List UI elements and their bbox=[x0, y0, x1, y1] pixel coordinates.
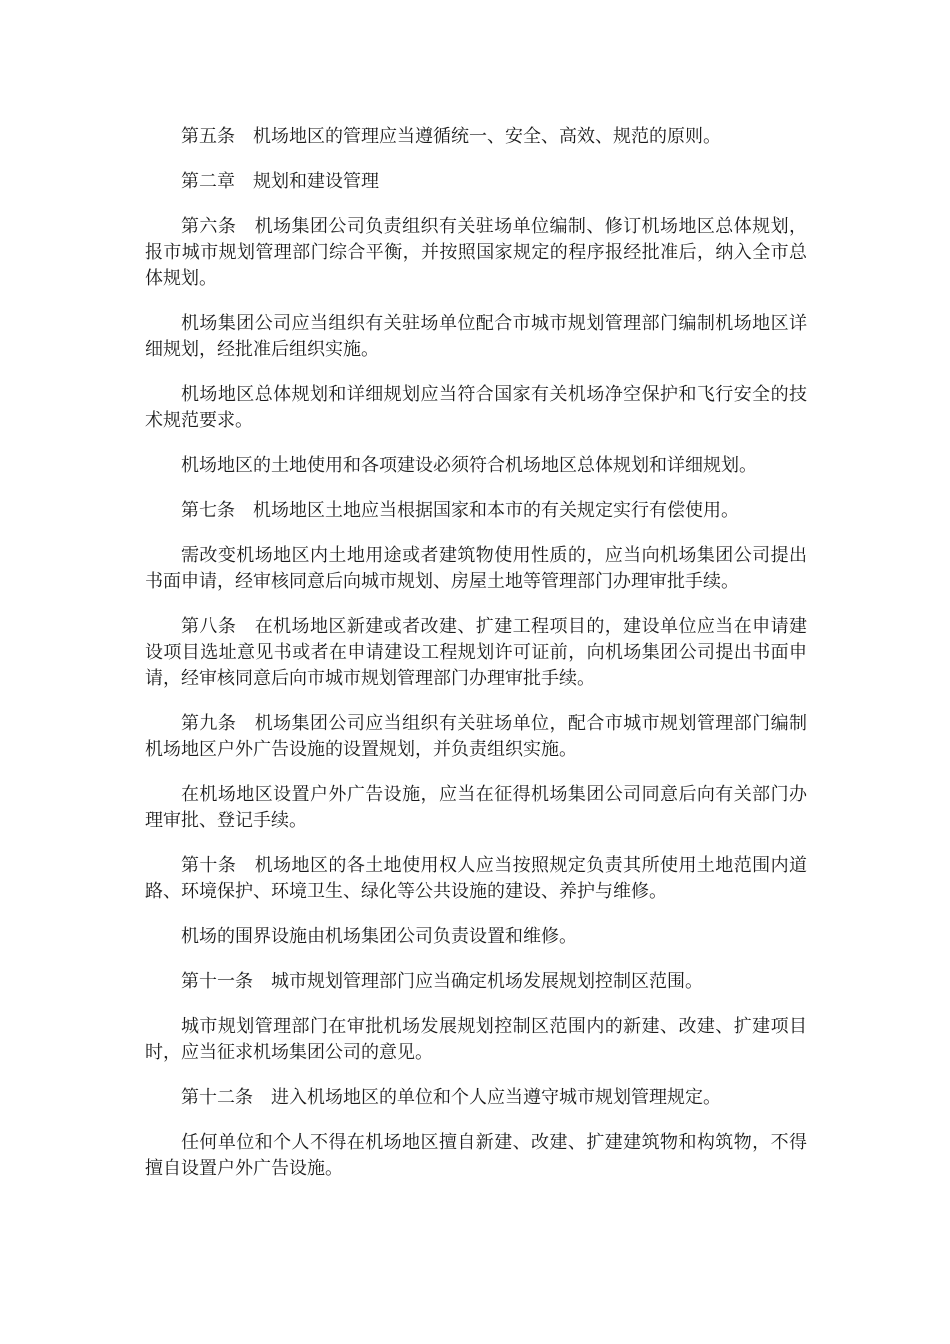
paragraph: 机场集团公司应当组织有关驻场单位配合市城市规划管理部门编制机场地区详细规划，经批准后组织实施。 bbox=[145, 313, 807, 360]
chapter-heading: 第二章 规划和建设管理 bbox=[181, 171, 379, 192]
paragraph-article-5: 第五条 机场地区的管理应当遵循统一、安全、高效、规范的原则。 bbox=[181, 126, 721, 147]
document-body bbox=[145, 124, 807, 1201]
paragraph: 在机场地区设置户外广告设施，应当在征得机场集团公司同意后向有关部门办理审批、登记手续。 bbox=[145, 784, 807, 831]
paragraph-article-8: 第八条 在机场地区新建或者改建、扩建工程项目的，建设单位应当在申请建设项目选址意见书或者在申请建设工程规划许可证前，向机场集团公司提出书面申请，经审核同意后向市城市规划管理部门办理审批手续。 bbox=[145, 616, 807, 689]
paragraph: 城市规划管理部门在审批机场发展规划控制区范围内的新建、改建、扩建项目时，应当征求机场集团公司的意见。 bbox=[145, 1016, 807, 1063]
paragraph-article-7: 第七条 机场地区土地应当根据国家和本市的有关规定实行有偿使用。 bbox=[181, 500, 739, 521]
paragraph-article-6: 第六条 机场集团公司负责组织有关驻场单位编制、修订机场地区总体规划，报市城市规划管理部门综合平衡，并按照国家规定的程序报经批准后，纳入全市总体规划。 bbox=[145, 216, 807, 289]
paragraph: 需改变机场地区内土地用途或者建筑物使用性质的，应当向机场集团公司提出书面申请，经审核同意后向城市规划、房屋土地等管理部门办理审批手续。 bbox=[145, 545, 807, 592]
paragraph-article-10: 第十条 机场地区的各土地使用权人应当按照规定负责其所使用土地范围内道路、环境保护、环境卫生、绿化等公共设施的建设、养护与维修。 bbox=[145, 855, 807, 902]
paragraph: 机场地区总体规划和详细规划应当符合国家有关机场净空保护和飞行安全的技术规范要求。 bbox=[145, 384, 807, 431]
paragraph: 任何单位和个人不得在机场地区擅自新建、改建、扩建建筑物和构筑物，不得擅自设置户外广告设施。 bbox=[145, 1132, 807, 1179]
paragraph: 机场地区的土地使用和各项建设必须符合机场地区总体规划和详细规划。 bbox=[181, 455, 757, 476]
paragraph-article-12: 第十二条 进入机场地区的单位和个人应当遵守城市规划管理规定。 bbox=[181, 1087, 721, 1108]
paragraph: 机场的围界设施由机场集团公司负责设置和维修。 bbox=[181, 926, 577, 947]
paragraph-article-11: 第十一条 城市规划管理部门应当确定机场发展规划控制区范围。 bbox=[181, 971, 703, 992]
paragraph-article-9: 第九条 机场集团公司应当组织有关驻场单位，配合市城市规划管理部门编制机场地区户外广告设施的设置规划，并负责组织实施。 bbox=[145, 713, 807, 760]
